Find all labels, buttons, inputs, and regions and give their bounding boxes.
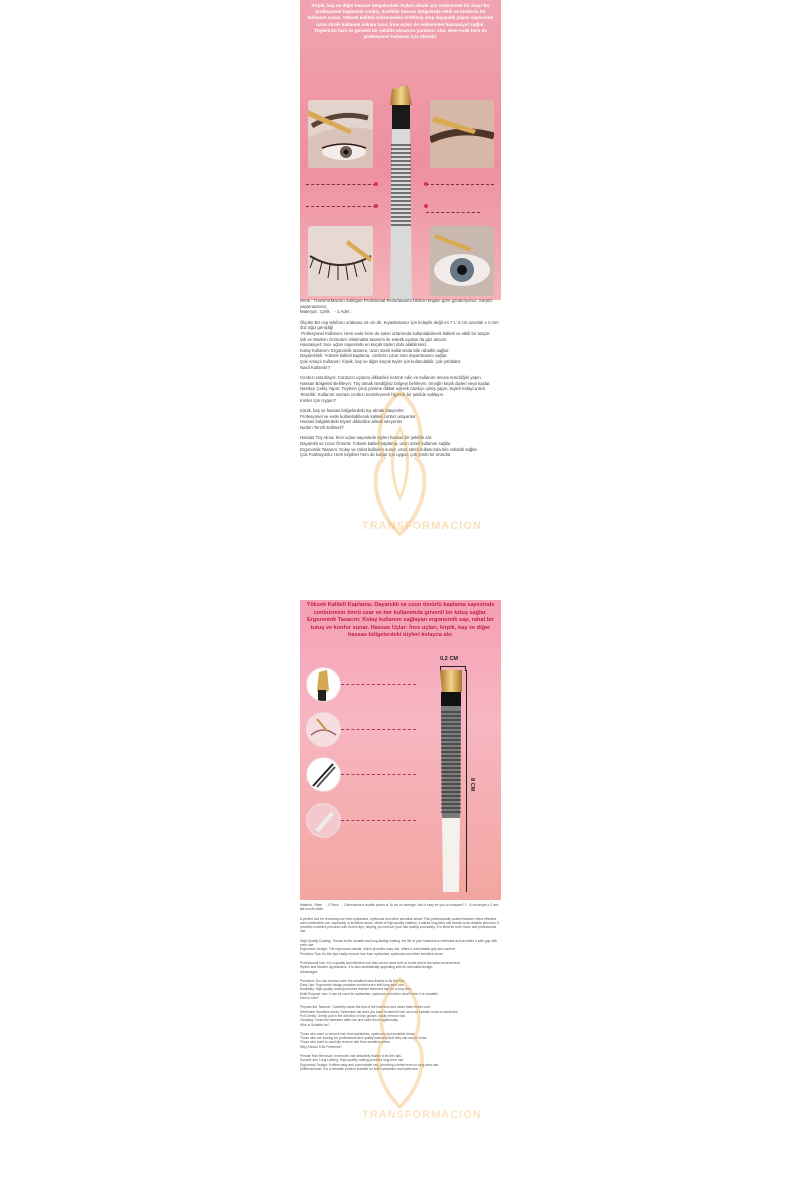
tweezer-graphic (382, 85, 418, 300)
en-line-22: Who is Suitable for? (300, 1022, 330, 1027)
en-line-19: Determine Sensitive Areas: Determine the area you want to remove hair, such as eyelash roots or eyebrows. (300, 1009, 459, 1014)
en-line-16: How to Use? (300, 996, 319, 1001)
connector-line-1 (306, 184, 376, 185)
en-line-29: Precise Hair Removal: It removes hair delicately thanks to its thin tips. (300, 1054, 402, 1059)
en-line-30: Durable and Long-Lasting: High-quality coating provides long-term use. (300, 1058, 405, 1063)
line-6: Hassasiyet: İnce uçları sayesinde en küçük tüyleri dahi alabilirsiniz. (300, 342, 428, 348)
line-5: Şık ve Modern Görünüm: Minimalist tasarımı ile estetik açıdan da göz alıcıdır. (300, 336, 448, 342)
line-19: Profesyonel ve evde kullanılabilecek kaliteli cımbız arayanlar (300, 413, 416, 419)
product-image-closeups (300, 0, 501, 300)
line-8: Dayanıklılık: Yüksek kaliteli kaplama, cımbızın uzun süre dayanmasını sağlar. (300, 353, 448, 359)
en-line-13: Easy Use: Ergonomic design provides comfort even with long-term use. (300, 983, 405, 988)
en-line-27: Why Should It Be Preferred? (300, 1044, 342, 1049)
product-features-panel (300, 600, 501, 900)
line-3: Ölçüler:Bir cep telefonu ortalama 16 cm dir. Kıyaslamanız için kolaylık değil mi ? 1: 8 cm uzunluk x 2 mm düz ağız genişliği (300, 319, 500, 331)
line-16: Kimler İçin Uygun? (300, 397, 337, 403)
line-25: Ergonomik Tasarım: Kolay ve rahat kullanım sunar, uzun süreli kullanımda bile rahatlık sağlar. (300, 446, 478, 452)
length-arrow (466, 670, 467, 892)
connector-line-4 (426, 212, 480, 213)
en-line-14: Durability: High-quality coating ensures that the tweezers last for a long time. (300, 987, 412, 992)
tip-width-label: 0,2 CM (440, 656, 459, 662)
en-line-31: Ergonomic Design: It offers easy and comfortable use, providing comfort even in long-term use. (300, 1062, 440, 1067)
en-line-20: Pull Gently: Gently pull in the direction of hair growth, easily remove hair. (300, 1013, 406, 1018)
photo-eye (430, 226, 494, 296)
circle-tip-closeup (306, 667, 341, 702)
line-15: Temizlik: Kullanım sonrası cımbızı temizleyerek hijyenik bir şekilde saklayın. (300, 391, 445, 397)
circle-eyelash (306, 712, 341, 747)
line-20: Hassas bölgelerdeki tüyleri dikkatlice almak isteyenler (300, 419, 403, 425)
dash-line-1 (341, 684, 416, 685)
en-line-8: Professional Use: It is a quality and effective tool that can be used both at home and in the salon environment. (300, 960, 461, 965)
connector-dot-1 (374, 182, 378, 186)
dash-line-3 (341, 774, 416, 775)
line-23: Hassas Tüy Alma: İnce uçları sayesinde tüyleri hassas bir şekilde alır. (300, 435, 433, 441)
en-line-25: Those who are looking for professional and quality tweezers that they can use at home (300, 1036, 427, 1041)
en-line-26: Those who want to carefully remove hair from sensitive areas (300, 1040, 390, 1045)
circle-skin (306, 803, 341, 838)
en-line-4: High-Quality Coating: Thanks to the durable and long-lasting coating, the life of your tweezers is extended and provides a safe grip with each use. (300, 938, 499, 948)
line-21: Neden Tercih Edilmeli? (300, 424, 344, 430)
line-26: Çok Fonksiyonlu: Hem kirpikler hem de kaşlar için uygun, çok yönlü bir üründür. (300, 452, 452, 458)
en-line-24: Those who want to remove hair from eyelashes, eyebrows and sensitive areas (300, 1031, 415, 1036)
en-line-12: Precision: You can remove even the smallest hairs thanks to its thin tips. (300, 978, 406, 983)
connector-dot-4 (424, 204, 428, 208)
length-label: 8 CM (469, 778, 475, 792)
watermark-text-2: TRANSFORMACION (362, 1109, 482, 1121)
line-12: Cımbızı Hazırlayın: Cımbızın uçlarını dikkatlice kontrol edin ve kullanım öncesi temizliğini yapın. (300, 375, 482, 381)
line-4: Profesyonel Kullanım: Hem evde hem de salon ortamında kullanılabilecek kaliteli ve etkili bir araçtır. (300, 330, 491, 336)
features-heading: Yüksek Kaliteli Kaplama: Dayanıklı ve uzun ömürlü kaplama sayesinde cımbızınızın ömrü uzar ve her kullanımda güvenli bir tutuş sağlar. Ergonomik Tasarım: Kolay kullanım sağlayan ergonomik sap, rahat bir tutuş ve konfor sunar. Hassas Uçlar: İnce uçları, kirpik, kaş ve diğer hassas bölgelerdeki tüyleri kolayca alır. (306, 602, 495, 639)
intro-text: Kirpik, kaş ve diğer hassas bölgelerdeki tüyleri almak için mükemmel bir araç! Bu profesyonel kaplamalı cımbız, özellikle hassas bölgelerde etkili ve konforlu bir kullanım sunar. Yüksek kaliteli malzemeden üretilmiş olup dayanıklı yapısı sayesinde uzun süreli kullanım imkanı tanır. İnce uçları ile mükemmel hassasiyet sağlar. Tüylerinizi hızlı ve güvenli bir şekilde almanıza yardımcı olur. Hem evde hem de profesyonel kullanım için idealdir. (307, 3, 494, 40)
en-line-6: Precision Tips: Its thin tips easily remove hair from eyelashes, eyebrows and other sensitive areas. (300, 951, 444, 956)
line-18: Kirpik, kaş ve hassas bölgelerdeki tüy almak isteyenler (300, 408, 404, 414)
en-line-10: Advantages (300, 969, 318, 974)
turkish-description (300, 298, 501, 600)
line-10: Nasıl Kullanılır? (300, 364, 331, 370)
en-line-21: Cleaning: Clean the tweezers after use and store them hygienically. (300, 1018, 399, 1023)
connector-line-2 (306, 206, 376, 207)
en-line-0: Material : Steel - 1 Piece . - Dimensions:a mobile phone is 16 cm on average. Isn't it easy for you to compare? 1 : 8 cm length x 2 mm flat mouth width (300, 903, 500, 912)
line-9: Çok Amaçlı Kullanım: Kirpik, kaş ve diğer küçük tüyler için kullanılabilir, çok yönlüdür. (300, 358, 462, 364)
line-14: Nazikçe Çekiş Yapın: Tüylerin çıkış yönüne dikkat ederek nazikçe çekiş yapın, tüyleri kolayca alın. (300, 386, 487, 392)
dash-line-4 (341, 820, 416, 821)
dash-line-2 (341, 729, 416, 730)
connector-line-3 (426, 184, 494, 185)
en-line-2: A perfect tool for removing hair from eyelashes, eyebrows and other sensitive areas! This professionally coated tweezer offers effective and comfortable use, especially in sensitive areas. Made of high-quality material, it allows long-term use thanks to its durable structure. It provides excellent precision with its thin tips, helping you remove your hair quickly and safely. It is ideal for both home and professional use. (300, 916, 501, 934)
en-line-32: Multifunctional: It is a versatile product suitable for both eyelashes and eyebrows. (300, 1066, 419, 1071)
photo-eyebrow (308, 100, 373, 168)
line-7: Kolay Kullanım: Ergonomik tasarım, uzun süreli kullanımda bile rahatlık sağlar. (300, 347, 450, 353)
english-description (300, 903, 501, 1200)
line-13: Hassas Bölgeleri Belirleyin: Tüy almak istediğiniz bölgeyi belirleyin, örneğin kirpik dipleri veya kaşlar. (300, 380, 491, 386)
circle-tweezer-tips (306, 757, 341, 792)
en-line-9: Stylish and Modern Appearance: It is also aesthetically appealing with its minimalist design. (300, 965, 434, 970)
watermark-text: TRANSFORMACION (362, 520, 482, 532)
en-line-5: Ergonomic Design: The ergonomic handle, which provides easy use, offers a comfortable grip and comfort. (300, 947, 456, 952)
connector-dot-2 (374, 204, 378, 208)
line-0: Renk : TransForMacion Solingen Profesional Renk/tasarım birebir rengine göre gönderiyoruz. Sürpriz yaşamazsınız. (300, 298, 494, 309)
en-line-15: Multi-Purpose Use: It can be used for eyelashes, eyebrows and other small hairs, it is versatile. (300, 991, 439, 996)
en-line-18: Prepare the Tweezer: Carefully check the tips of the tweezers and clean them before use. (300, 1005, 431, 1010)
tweezer-graphic-2 (438, 668, 464, 893)
line-1: Materyal : Çelik - 1 Adet . (300, 309, 352, 315)
connector-dot-3 (424, 182, 428, 186)
photo-eyelash (308, 226, 373, 296)
line-24: Dayanıklı ve Uzun Ömürlü: Yüksek kaliteli kaplama, uzun süreli kullanım sağlar. (300, 441, 452, 447)
photo-brow-zoom (430, 100, 494, 168)
